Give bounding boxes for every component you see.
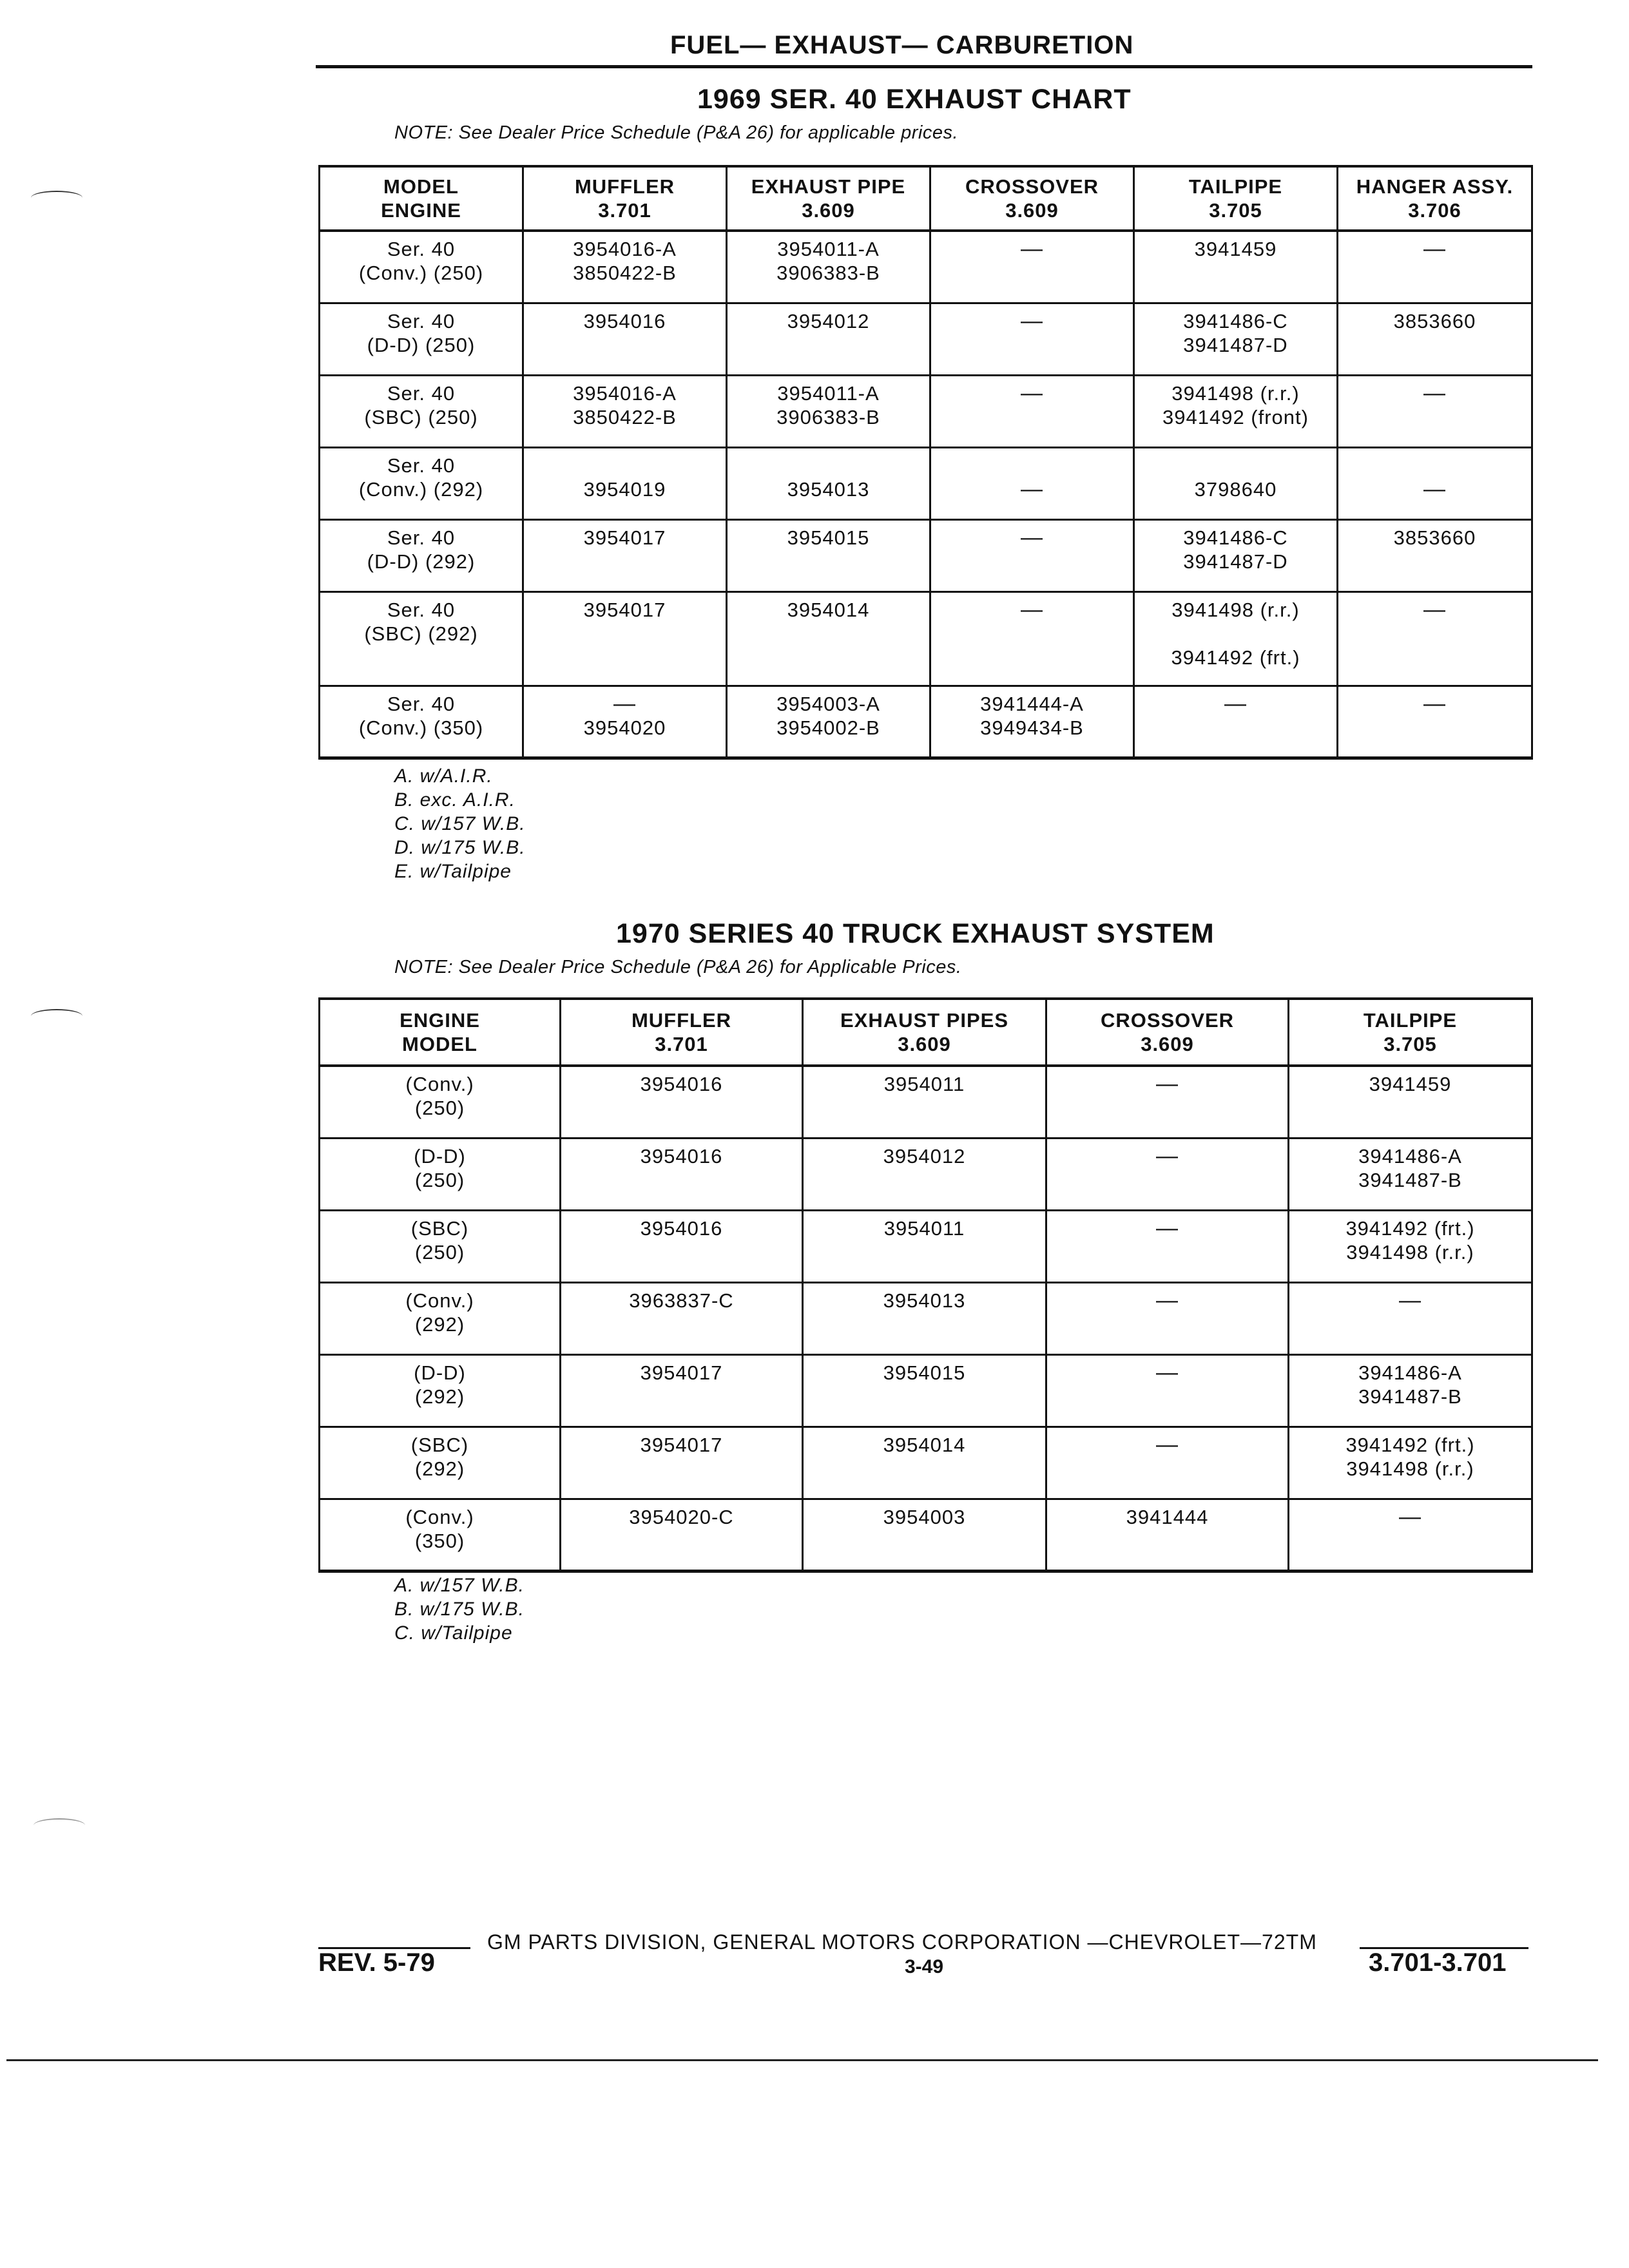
footnote: E. w/Tailpipe	[394, 861, 512, 882]
cell-line: 3906383-B	[776, 262, 880, 284]
cell-line: (Conv.) (292)	[358, 477, 484, 501]
cell-line: 3941459	[1369, 1073, 1452, 1095]
cell-line: (350)	[414, 1529, 465, 1552]
cell-line: 3954017	[583, 526, 666, 549]
cell-line: 3853660	[1393, 526, 1476, 549]
cell-line: (SBC) (292)	[364, 622, 478, 645]
model-cell	[320, 375, 523, 447]
footnote: D. w/175 W.B.	[394, 837, 526, 858]
part-number-cell	[1046, 1427, 1289, 1499]
part-number-cell	[727, 303, 930, 375]
cell-line: (Conv.)	[405, 1073, 474, 1095]
part-number-cell	[561, 1427, 803, 1499]
column-header-line: 3.609	[1005, 199, 1059, 222]
part-number-cell	[561, 1282, 803, 1354]
cell-line: —	[1156, 1432, 1179, 1457]
margin-mark	[31, 191, 82, 205]
cell-line: —	[1021, 236, 1043, 261]
column-header-line: 3.701	[655, 1033, 708, 1055]
table-row	[320, 591, 1532, 686]
part-number-cell	[1046, 1354, 1289, 1427]
cell-line: (Conv.)	[405, 1505, 474, 1528]
column-header	[1338, 166, 1532, 231]
column-header-line: ENGINE	[400, 1009, 480, 1032]
column-header-line: TAILPIPE	[1363, 1009, 1458, 1032]
publisher-line: GM PARTS DIVISION, GENERAL MOTORS CORPORATION —CHEVROLET—72TM	[487, 1930, 1317, 1954]
part-number-cell	[930, 303, 1134, 375]
column-header-line: ENGINE	[381, 199, 461, 222]
part-number-cell	[561, 1210, 803, 1282]
part-number-cell	[1289, 1427, 1532, 1499]
model-cell	[320, 1282, 561, 1354]
model-cell	[320, 1138, 561, 1210]
column-header-line: EXHAUST PIPE	[751, 175, 906, 198]
exhaust-system-1970-table	[318, 997, 1533, 1573]
cell-line: (SBC) (250)	[364, 405, 478, 428]
part-number-cell	[1289, 1282, 1532, 1354]
cell-line: 3949434-B	[980, 716, 1084, 739]
cell-line: 3954020-C	[629, 1505, 734, 1528]
cell-line: (250)	[414, 1097, 465, 1119]
cell-line: —	[1224, 691, 1247, 716]
cell-line: 3941498 (r.r.)	[1171, 598, 1300, 621]
table-body	[320, 1066, 1532, 1571]
cell-line: 3941444-A	[980, 692, 1084, 715]
table-row	[320, 519, 1532, 591]
part-number-cell	[803, 1282, 1046, 1354]
cell-line: —	[1423, 691, 1446, 716]
cell-line: 3954003	[883, 1505, 966, 1528]
cell-line: 3954011-A	[777, 381, 880, 405]
column-header-line: MUFFLER	[574, 175, 675, 198]
cell-line: (250)	[414, 1168, 465, 1191]
cell-line: Ser. 40	[387, 309, 456, 332]
cell-line: 3954014	[787, 598, 870, 621]
cell-line: 3954016	[640, 1073, 723, 1095]
cell-line: 3941486-A	[1358, 1361, 1462, 1384]
model-cell	[320, 1499, 561, 1571]
cell-line: 3954012	[787, 309, 870, 332]
part-number-cell	[930, 519, 1134, 591]
cell-line	[526, 454, 723, 477]
part-number-cell	[727, 375, 930, 447]
part-number-cell	[1134, 231, 1338, 303]
cell-line: 3853660	[1393, 309, 1476, 332]
cell-line: 3941459	[1194, 238, 1277, 260]
revision-label: REV. 5-79	[318, 1948, 435, 1977]
table-row	[320, 447, 1532, 519]
cell-line: 3954016-A	[573, 381, 677, 405]
cell-line: 3954015	[787, 526, 870, 549]
margin-mark	[31, 1009, 82, 1023]
cell-line: 3954003-A	[776, 692, 880, 715]
part-number-cell	[1046, 1138, 1289, 1210]
cell-line: 3941492 (frt.)	[1171, 646, 1300, 669]
footnote: A. w/157 W.B.	[394, 1575, 525, 1596]
column-header-line: 3.706	[1408, 199, 1461, 222]
part-number-cell	[803, 1427, 1046, 1499]
part-number-cell	[523, 303, 727, 375]
chart-1969-note: NOTE: See Dealer Price Schedule (P&A 26) for applicable prices.	[394, 122, 959, 143]
cell-line: 3954017	[640, 1361, 723, 1384]
column-header	[1046, 999, 1289, 1066]
table-row	[320, 1499, 1532, 1571]
section-range: 3.701-3.701	[1369, 1948, 1507, 1977]
cell-line: 3941498 (r.r.)	[1346, 1457, 1474, 1480]
part-number-cell	[727, 686, 930, 758]
column-header-line: TAILPIPE	[1188, 175, 1283, 198]
cell-line: (D-D) (292)	[367, 550, 476, 573]
part-number-cell	[1134, 303, 1338, 375]
part-number-cell	[803, 1210, 1046, 1282]
part-number-cell	[1046, 1210, 1289, 1282]
cell-line: 3954012	[883, 1144, 966, 1168]
part-number-cell	[1046, 1499, 1289, 1571]
cell-line: 3954020	[583, 716, 666, 739]
part-number-cell	[523, 375, 727, 447]
column-header	[930, 166, 1134, 231]
column-header-line: 3.705	[1383, 1033, 1437, 1055]
cell-line: 3850422-B	[573, 262, 677, 284]
cell-line	[1137, 622, 1334, 646]
table-row	[320, 1066, 1532, 1138]
column-header-line: HANGER ASSY.	[1356, 175, 1514, 198]
chart-1969-footnotes	[394, 764, 526, 883]
cell-line: 3941487-D	[1183, 550, 1288, 573]
cell-line: 3954016	[640, 1144, 723, 1168]
part-number-cell	[523, 231, 727, 303]
part-number-cell	[727, 447, 930, 519]
part-number-cell	[1338, 375, 1532, 447]
cell-line: 3941487-D	[1183, 333, 1288, 356]
footnote: C. w/157 W.B.	[394, 813, 526, 834]
cell-line: —	[1021, 476, 1043, 501]
cell-line	[1341, 454, 1528, 477]
cell-line: —	[1156, 1215, 1179, 1240]
part-number-cell	[1134, 447, 1338, 519]
cell-line: 3906383-B	[776, 405, 880, 428]
part-number-cell	[1338, 303, 1532, 375]
cell-line: 3954016-A	[573, 238, 677, 260]
cell-line: 3954011	[883, 1216, 965, 1240]
table-row	[320, 375, 1532, 447]
part-number-cell	[930, 591, 1134, 686]
cell-line: (292)	[414, 1385, 465, 1408]
column-header-line: 3.701	[598, 199, 651, 222]
cell-line: (250)	[414, 1240, 465, 1264]
part-number-cell	[1338, 591, 1532, 686]
part-number-cell	[561, 1138, 803, 1210]
cell-line: (D-D) (250)	[367, 333, 476, 356]
part-number-cell	[1289, 1138, 1532, 1210]
cell-line: (292)	[414, 1312, 465, 1336]
column-header-line: MUFFLER	[631, 1009, 732, 1032]
part-number-cell	[1289, 1066, 1532, 1138]
cell-line: Ser. 40	[387, 526, 456, 549]
cell-line: —	[1021, 308, 1043, 333]
footnote: B. w/175 W.B.	[394, 1599, 525, 1620]
part-number-cell	[803, 1138, 1046, 1210]
part-number-cell	[523, 447, 727, 519]
footnote: B. exc. A.I.R.	[394, 789, 516, 811]
part-number-cell	[1338, 447, 1532, 519]
part-number-cell	[1338, 231, 1532, 303]
model-cell	[320, 447, 523, 519]
part-number-cell	[1338, 519, 1532, 591]
model-cell	[320, 686, 523, 758]
cell-line: 3941498 (r.r.)	[1171, 381, 1300, 405]
column-header-line: CROSSOVER	[1100, 1009, 1235, 1032]
part-number-cell	[727, 231, 930, 303]
cell-line: —	[1156, 1072, 1179, 1096]
cell-line: —	[1156, 1143, 1179, 1168]
model-cell	[320, 231, 523, 303]
part-number-cell	[1134, 375, 1338, 447]
cell-line: (D-D)	[414, 1144, 466, 1168]
cell-line: 3954002-B	[776, 716, 880, 739]
page-bottom-rule	[6, 2059, 1598, 2061]
table-row	[320, 1282, 1532, 1354]
cell-line: —	[1156, 1360, 1179, 1385]
cell-line: 3954011	[883, 1073, 965, 1095]
table-row	[320, 231, 1532, 303]
cell-line: 3954019	[583, 477, 666, 501]
column-header	[320, 166, 523, 231]
table-row	[320, 1138, 1532, 1210]
cell-line	[934, 454, 1130, 477]
model-cell	[320, 1354, 561, 1427]
column-header	[1134, 166, 1338, 231]
cell-line: 3963837-C	[629, 1289, 734, 1312]
cell-line: Ser. 40	[387, 381, 456, 405]
cell-line: (D-D)	[414, 1361, 466, 1384]
cell-line: (292)	[414, 1457, 465, 1480]
cell-line: Ser. 40	[387, 238, 456, 260]
cell-line: 3941498 (r.r.)	[1346, 1240, 1474, 1264]
cell-line: 3941486-C	[1183, 526, 1288, 549]
footnote: A. w/A.I.R.	[394, 765, 493, 787]
table-row	[320, 303, 1532, 375]
part-number-cell	[1134, 519, 1338, 591]
model-cell	[320, 519, 523, 591]
cell-line: —	[1399, 1287, 1422, 1312]
chart-1970-title: 1970 SERIES 40 TRUCK EXHAUST SYSTEM	[616, 918, 1215, 949]
cell-line: 3954013	[883, 1289, 966, 1312]
cell-line: 3941487-B	[1358, 1168, 1462, 1191]
chart-1970-footnotes	[394, 1573, 525, 1645]
column-header-line: 3.609	[1141, 1033, 1194, 1055]
table-row	[320, 686, 1532, 758]
part-number-cell	[1134, 591, 1338, 686]
cell-line: 3954016	[583, 309, 666, 332]
section-header-title: FUEL— EXHAUST— CARBURETION	[670, 31, 1134, 59]
part-number-cell	[930, 375, 1134, 447]
part-number-cell	[1046, 1282, 1289, 1354]
model-cell	[320, 303, 523, 375]
part-number-cell	[727, 591, 930, 686]
cell-line: 3954013	[787, 477, 870, 501]
column-header	[727, 166, 930, 231]
column-header	[320, 999, 561, 1066]
column-header	[1289, 999, 1532, 1066]
cell-line: —	[1021, 380, 1043, 405]
chart-1970-note: NOTE: See Dealer Price Schedule (P&A 26) for Applicable Prices.	[394, 957, 962, 977]
column-header	[561, 999, 803, 1066]
cell-line: (SBC)	[410, 1216, 469, 1240]
cell-line: 3954016	[640, 1216, 723, 1240]
model-cell	[320, 591, 523, 686]
exhaust-chart-1969-table	[318, 165, 1533, 760]
table-row	[320, 1427, 1532, 1499]
cell-line: (SBC)	[410, 1433, 469, 1456]
cell-line: —	[1423, 597, 1446, 622]
cell-line: —	[613, 691, 636, 716]
cell-line: 3954017	[640, 1433, 723, 1456]
column-header-line: MODEL	[383, 175, 459, 198]
column-header-line: 3.705	[1209, 199, 1262, 222]
part-number-cell	[561, 1066, 803, 1138]
cell-line: 3850422-B	[573, 405, 677, 428]
chart-1969-title: 1969 SER. 40 EXHAUST CHART	[697, 84, 1132, 115]
part-number-cell	[561, 1499, 803, 1571]
cell-line: —	[1423, 236, 1446, 261]
cell-line: —	[1021, 597, 1043, 622]
cell-line: 3954015	[883, 1361, 966, 1384]
cell-line: 3941486-C	[1183, 309, 1288, 332]
cell-line: (Conv.)	[405, 1289, 474, 1312]
part-number-cell	[1289, 1354, 1532, 1427]
part-number-cell	[1289, 1499, 1532, 1571]
table-row	[320, 1210, 1532, 1282]
page-number: 3-49	[905, 1956, 944, 1977]
part-number-cell	[727, 519, 930, 591]
cell-line: —	[1423, 476, 1446, 501]
column-header-line: 3.609	[802, 199, 855, 222]
part-number-cell	[1338, 686, 1532, 758]
part-number-cell	[1046, 1066, 1289, 1138]
part-number-cell	[930, 686, 1134, 758]
part-number-cell	[523, 519, 727, 591]
table-row	[320, 1354, 1532, 1427]
column-header-line: CROSSOVER	[965, 175, 1099, 198]
part-number-cell	[523, 591, 727, 686]
cell-line: —	[1156, 1287, 1179, 1312]
cell-line: 3941487-B	[1358, 1385, 1462, 1408]
cell-line: Ser. 40	[387, 692, 456, 715]
cell-line: Ser. 40	[387, 454, 456, 477]
column-header	[523, 166, 727, 231]
cell-line: 3941486-A	[1358, 1144, 1462, 1168]
cell-line: 3941492 (front)	[1162, 405, 1309, 428]
column-header-line: 3.609	[898, 1033, 951, 1055]
header-rule	[316, 65, 1532, 68]
cell-line: (Conv.) (350)	[358, 716, 484, 739]
part-number-cell	[803, 1499, 1046, 1571]
cell-line: 3941492 (frt.)	[1345, 1216, 1475, 1240]
model-cell	[320, 1210, 561, 1282]
cell-line: —	[1021, 524, 1043, 550]
table-body	[320, 231, 1532, 758]
column-header	[803, 999, 1046, 1066]
part-number-cell	[561, 1354, 803, 1427]
cell-line: —	[1399, 1504, 1422, 1529]
cell-line: 3941444	[1126, 1505, 1209, 1528]
part-number-cell	[1134, 686, 1338, 758]
part-number-cell	[803, 1354, 1046, 1427]
cell-line: 3954017	[583, 598, 666, 621]
cell-line: 3954011-A	[777, 238, 880, 260]
margin-mark	[34, 1818, 85, 1832]
column-header-line: MODEL	[402, 1033, 477, 1055]
part-number-cell	[930, 231, 1134, 303]
footnote: C. w/Tailpipe	[394, 1622, 513, 1644]
model-cell	[320, 1427, 561, 1499]
cell-line: —	[1423, 380, 1446, 405]
part-number-cell	[1289, 1210, 1532, 1282]
cell-line: (Conv.) (250)	[358, 262, 484, 284]
table-header-row	[320, 166, 1532, 231]
part-number-cell	[803, 1066, 1046, 1138]
cell-line: 3954014	[883, 1433, 966, 1456]
model-cell	[320, 1066, 561, 1138]
cell-line: Ser. 40	[387, 598, 456, 621]
cell-line: 3941492 (frt.)	[1345, 1433, 1475, 1456]
part-number-cell	[930, 447, 1134, 519]
cell-line: 3798640	[1194, 477, 1277, 501]
column-header-line: EXHAUST PIPES	[840, 1009, 1009, 1032]
cell-line	[1137, 454, 1334, 477]
part-number-cell	[523, 686, 727, 758]
cell-line	[730, 454, 927, 477]
table-header-row	[320, 999, 1532, 1066]
